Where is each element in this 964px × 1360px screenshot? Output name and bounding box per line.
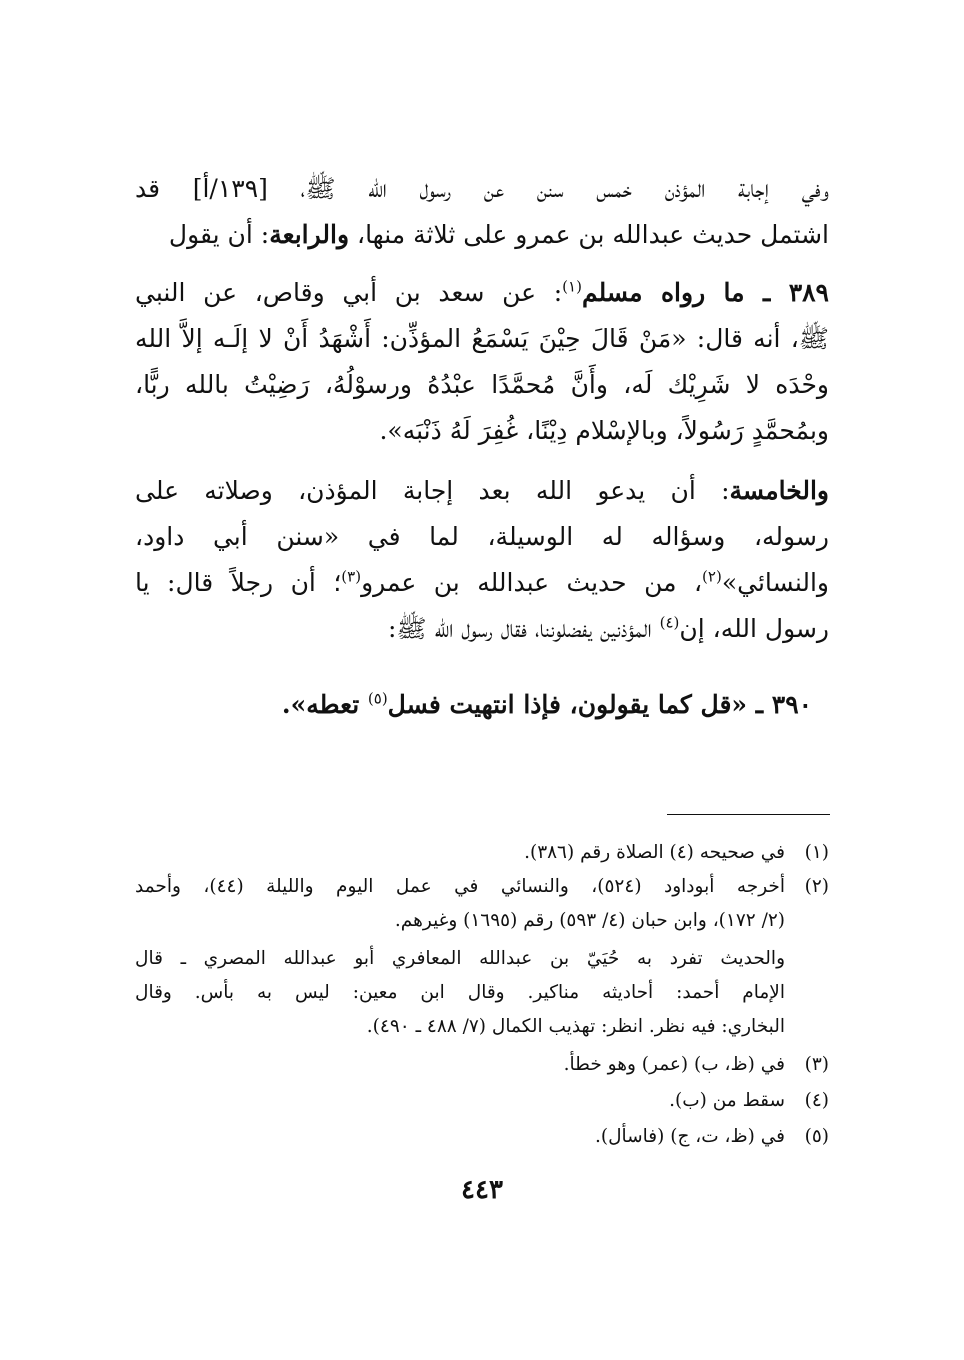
footnote-2-text-5: البخاري: فيه نظر. انظر: تهذيب الكمال (٧/ ٤٨٨ ـ ٤٩٠).: [366, 1016, 785, 1037]
hadith-390-end: تعطه».: [281, 690, 368, 719]
footnote-ref-1[interactable]: (١): [562, 277, 582, 296]
hadith-390-line: [265, 680, 829, 730]
footnote-ref-5[interactable]: (٥): [367, 689, 388, 708]
fifth-line-1-text: : أن يدعو الله بعد إجابة المؤذن، وصلاته على: [135, 476, 730, 505]
fifth-line-4-b: المؤذنين يفضلوننا، فقال رسول الله ﷺ:: [388, 614, 660, 643]
footnote-2-line-4: [135, 976, 829, 1010]
footnote-2-line-2: [135, 904, 829, 938]
fifth-line-3-b: ، من حديث عبدالله بن عمرو: [361, 568, 703, 597]
footnote-1-line: [135, 836, 829, 870]
footnote-5-number: (٥): [804, 1126, 829, 1147]
footnote-5-line: [135, 1120, 829, 1154]
fourth-sunnah-label: والرابعة: [269, 220, 350, 249]
hadith-389-line-1: [135, 268, 829, 318]
footnote-1-text: في صحيحه (٤) الصلاة رقم (٣٨٦).: [524, 842, 785, 863]
fifth-line-3-c: ؛ أن رجلاً قال: يا: [135, 568, 342, 597]
hadith-389-number: ٣٨٩ ـ ما رواه مسلم: [581, 278, 829, 307]
intro-line-2-end: : أن يقول: [168, 220, 270, 249]
footnote-4-text: سقط من (ب).: [669, 1090, 785, 1111]
fifth-line-3: [135, 558, 829, 608]
hadith-389-line-4: وبمُحمَّدٍ رَسُولاً، وبالإسْلام دِيْنًا، غُفِرَ لَهُ ذَنْبَه».: [379, 416, 829, 445]
footnote-separator: [667, 814, 830, 815]
fifth-sunnah-label: والخامسة: [729, 476, 829, 505]
footnote-3-text: في (ظ، ب) (عمر) وهو خطأ.: [563, 1054, 785, 1075]
footnote-2-text-3: والحديث تفرد به حُيَيّ بن عبدالله المعافري أبو عبدالله المصري ـ قال: [135, 948, 786, 969]
fifth-line-4-a: رسول الله، إن: [679, 614, 829, 643]
fifth-line-3-a: والنسائي»: [721, 568, 830, 597]
footnote-ref-2[interactable]: (٢): [702, 567, 722, 586]
footnote-4-number: (٤): [804, 1090, 829, 1111]
hadith-389-line-2: ﷺ، أنه قال: «مَنْ قَالَ حِيْنَ يَسْمَعُ المؤذِّن: أَشْهَدُ أَنْ لا إلَـه إلاَّ الله: [135, 324, 829, 353]
intro-line-1: وفي إجابة المؤذن خمس سنن عن رسول الله ﷺ، [١٣٩/أ] قد: [135, 174, 829, 203]
footnote-3-line: [135, 1048, 829, 1082]
hadith-390-text: ٣٩٠ ـ «قل كما يقولون، فإذا انتهيت فسل: [387, 690, 813, 719]
footnote-2-line-3: [135, 942, 829, 976]
footnote-2-text-4: الإمام أحمد: أحاديثه مناكير. وقال ابن معين: ليس به بأس. وقال: [135, 982, 785, 1003]
intro-line-2: [135, 210, 829, 260]
footnote-2-text-1: أخرجه أبوداود (٥٢٤)، والنسائي في عمل اليوم والليلة (٤٤)، وأحمد: [135, 876, 785, 897]
fifth-line-2: رسوله، وسؤاله له الوسيلة، لما في «سنن أبي داود،: [135, 522, 829, 551]
footnote-4-line: [135, 1084, 829, 1118]
footnote-ref-4[interactable]: (٤): [659, 613, 680, 632]
footnote-2-line-1: [135, 870, 829, 904]
hadith-389-line-1-text: : عن سعد بن أبي وقاص، عن النبي: [135, 278, 563, 307]
footnote-1-number: (١): [804, 842, 829, 863]
footnote-2-line-5: [135, 1010, 829, 1044]
page-number: ٤٤٣: [461, 1175, 503, 1205]
footnote-2-text-2: (٢/ ١٧٢)، وابن حبان (٤/ ٥٩٣) رقم (١٦٩٥) وغيرهم.: [394, 910, 785, 931]
fifth-line-4: [135, 604, 829, 654]
fifth-line-1: [135, 466, 829, 516]
intro-line-2-text: اشتمل حديث عبدالله بن عمرو على ثلاثة منها،: [349, 220, 829, 249]
hadith-389-line-3: وحْدَه لا شَرِيْك لَه، وأَنَّ مُحمَّدًا عبْدُهُ ورسوْلُهُ، رَضِيْتُ بالله ربًّا،: [135, 370, 829, 399]
footnote-5-text: في (ظ، ت، ج) (فاسأل).: [594, 1126, 785, 1147]
footnote-ref-3[interactable]: (٣): [341, 567, 362, 586]
footnote-3-number: (٣): [804, 1054, 829, 1075]
footnote-2-number: (٢): [804, 876, 829, 897]
